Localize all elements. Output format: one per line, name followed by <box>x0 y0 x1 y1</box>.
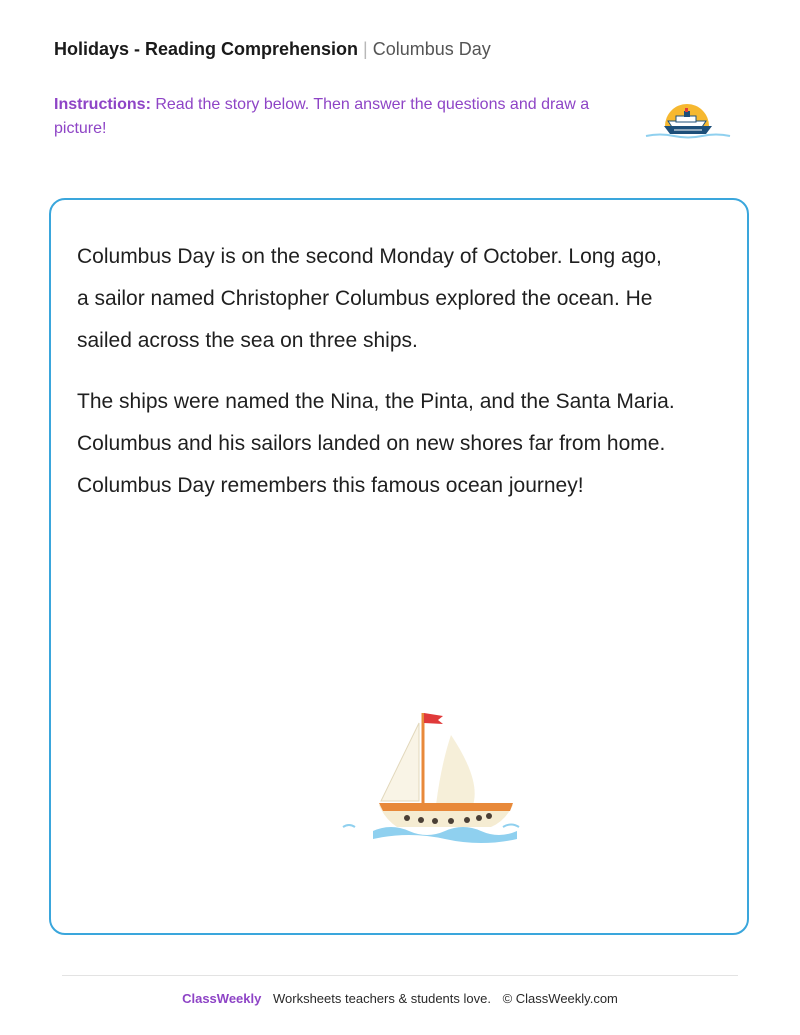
sailboat-icon <box>291 705 521 855</box>
footer-divider <box>62 975 738 976</box>
footer-brand: ClassWeekly <box>182 991 262 1006</box>
worksheet-title: Holidays - Reading Comprehension <box>54 39 359 59</box>
instructions-label: Instructions: <box>54 96 151 113</box>
worksheet-header <box>54 37 491 61</box>
story-paragraph: The ships were named the Nina, the Pinta, and the Santa Maria. Columbus and his sailors landed on new shores far from home. Columbus Day remembers this famous ocean journey! <box>77 390 675 497</box>
footer-tagline: Worksheets teachers & students love. <box>272 991 491 1006</box>
ship-sunset-icon <box>640 96 736 146</box>
story-paragraph: Columbus Day is on the second Monday of October. Long ago, a sailor named Christopher Columbus explored the ocean. He sailed across the sea on three ships. <box>77 245 662 352</box>
footer <box>0 990 800 1008</box>
instructions <box>54 93 614 141</box>
instructions-text: Read the story below. Then answer the questions and draw a picture! <box>54 96 590 137</box>
footer-copyright: © ClassWeekly.com <box>502 991 618 1006</box>
header-separator: | <box>363 39 368 59</box>
story-text <box>77 236 677 526</box>
worksheet-subtitle: Columbus Day <box>372 39 491 59</box>
story-box <box>49 198 749 935</box>
